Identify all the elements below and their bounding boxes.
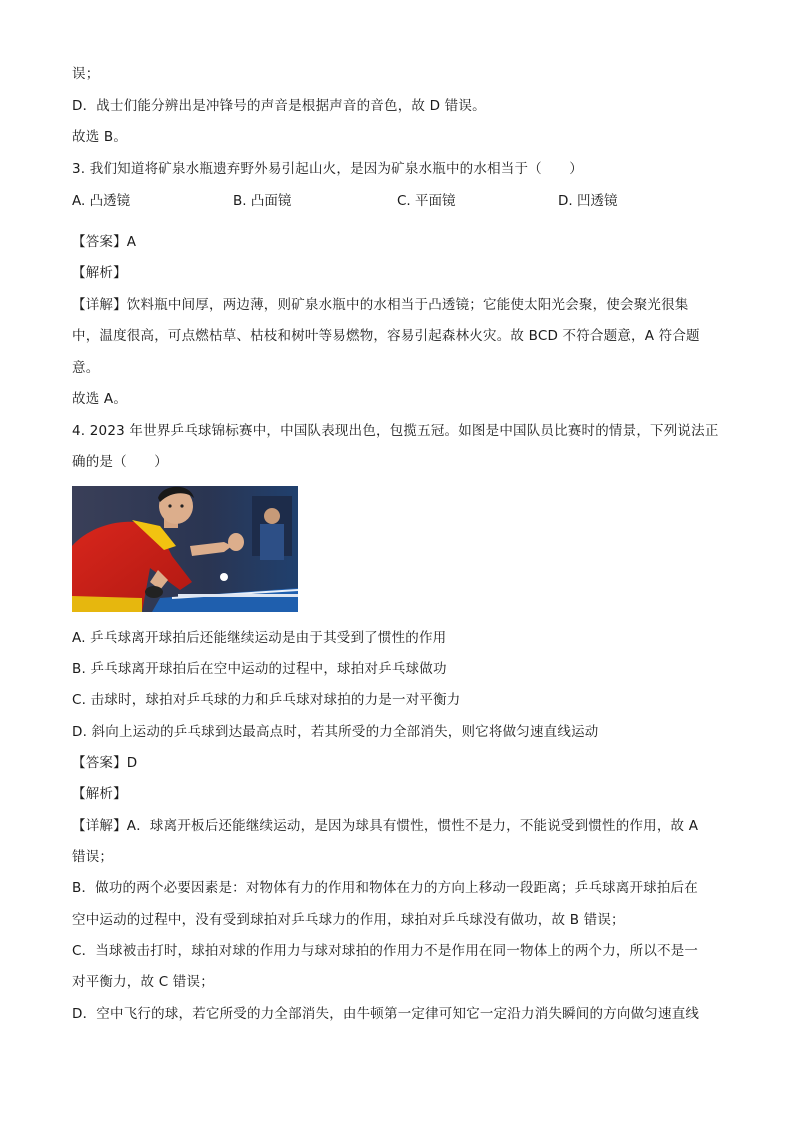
detail-line: D．空中飞行的球，若它所受的力全部消失，由牛顿第一定律可知它一定沿力消失瞬间的方向做匀速直线: [72, 1006, 700, 1022]
analysis-label: 【解析】: [72, 786, 127, 802]
table-tennis-illustration: [72, 486, 298, 612]
detail-line: B．做功的两个必要因素是：对物体有力的作用和物体在力的方向上移动一段距离；乒乓球离开球拍后在: [72, 880, 698, 896]
text-line: D．战士们能分辨出是冲锋号的声音是根据声音的音色，故 D 错误。: [72, 98, 486, 114]
question-3-options: [72, 191, 732, 211]
answer-label: 【答案】D: [72, 755, 138, 771]
option-c: C. 击球时，球拍对乒乓球的力和乒乓球对球拍的力是一对平衡力: [72, 692, 461, 708]
detail-line: 对平衡力，故 C 错误；: [72, 974, 214, 990]
question-4-stem: 4. 2023 年世界乒乓球锦标赛中，中国队表现出色，包揽五冠。如图是中国队员比赛时的情景，下列说法正: [72, 423, 719, 439]
option-b: B. 乒乓球离开球拍后在空中运动的过程中，球拍对乒乓球做功: [72, 661, 447, 677]
option-a: A. 乒乓球离开球拍后还能继续运动是由于其受到了惯性的作用: [72, 630, 447, 646]
question-4-stem-cont: 确的是（ ）: [72, 454, 168, 470]
option-d: D. 斜向上运动的乒乓球到达最高点时，若其所受的力全部消失，则它将做匀速直线运动: [72, 724, 599, 740]
option-b: B. 凸面镜: [233, 193, 292, 209]
detail-line: 错误；: [72, 849, 114, 865]
conclusion-line: 故选 A。: [72, 391, 128, 407]
answer-label: 【答案】A: [72, 234, 137, 250]
detail-line: 【详解】饮料瓶中间厚，两边薄，则矿泉水瓶中的水相当于凸透镜；它能使太阳光会聚，使会聚光很集: [72, 297, 689, 313]
analysis-label: 【解析】: [72, 265, 127, 281]
detail-line: C．当球被击打时，球拍对球的作用力与球对球拍的作用力不是作用在同一物体上的两个力，所以不是一: [72, 943, 699, 959]
question-3-stem: 3. 我们知道将矿泉水瓶遗弃野外易引起山火，是因为矿泉水瓶中的水相当于（ ）: [72, 161, 583, 177]
text-line: 故选 B。: [72, 129, 128, 145]
detail-line: 中，温度很高，可点燃枯草、枯枝和树叶等易燃物，容易引起森林火灾。故 BCD 不符合题意，A 符合题: [72, 328, 700, 344]
text-line: 误；: [72, 66, 100, 82]
option-a: A. 凸透镜: [72, 193, 131, 209]
table-tennis-photo: [72, 486, 298, 612]
option-c: C. 平面镜: [397, 193, 456, 209]
detail-line: 空中运动的过程中，没有受到球拍对乒乓球力的作用，球拍对乒乓球没有做功，故 B 错误；: [72, 912, 625, 928]
detail-line: 意。: [72, 360, 100, 376]
detail-line: 【详解】A．球离开板后还能继续运动，是因为球具有惯性，惯性不是力，不能说受到惯性的作用，故 A: [72, 818, 699, 834]
option-d: D. 凹透镜: [558, 193, 618, 209]
